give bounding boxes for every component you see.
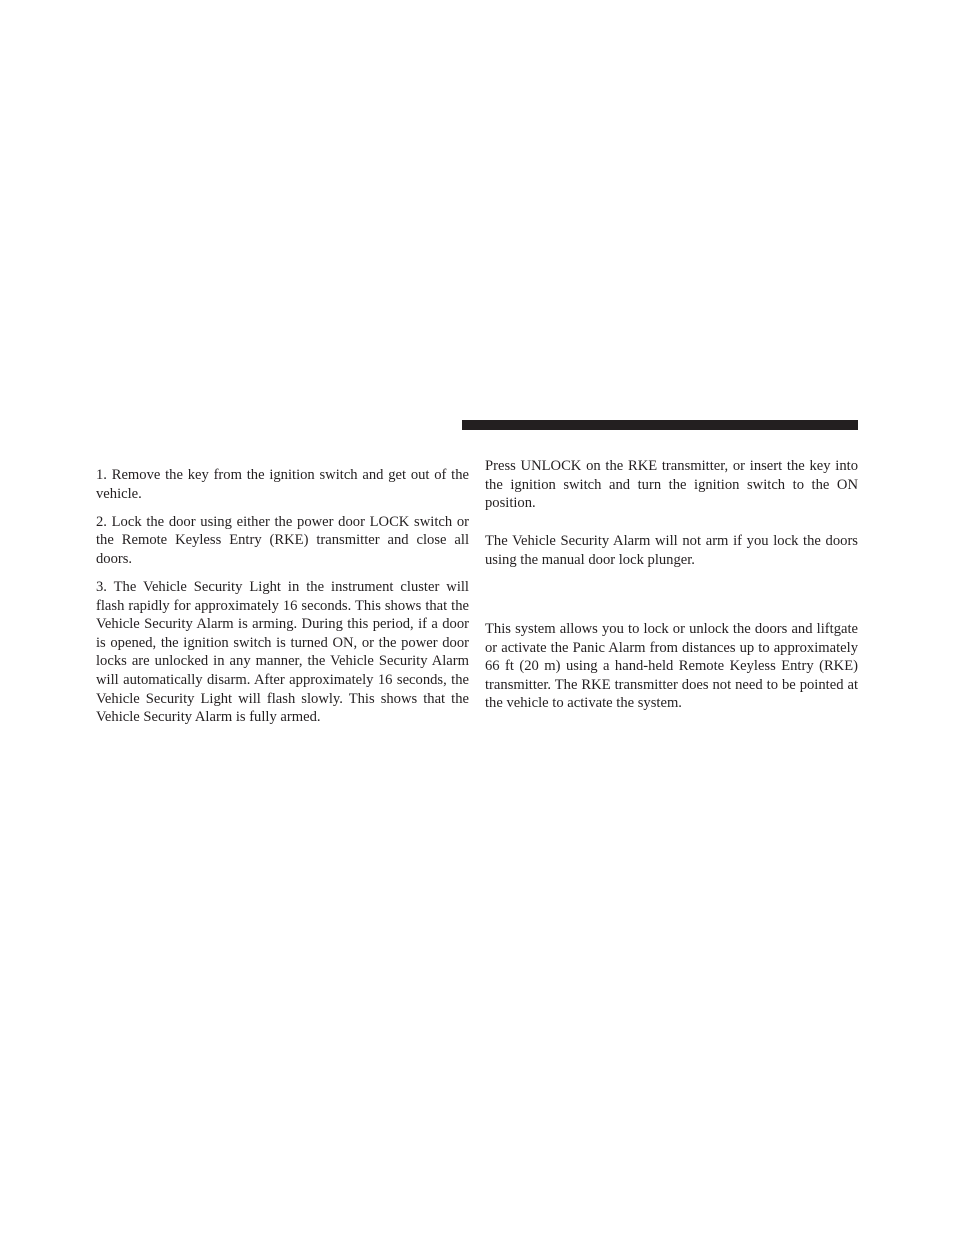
step-2-text: 2. Lock the door using either the power door LOCK switch or the Remote Keyless Entry (RKE) transmitter and close all doors. (96, 513, 469, 567)
step-3-text: 3. The Vehicle Security Light in the instrument cluster will flash rapidly for approximately 16 seconds. This shows that the Vehicle Security Alarm is arming. During this period, if a door is opened, the ignition switch is turned ON, or the power door locks are unlocked in any manner, the Vehicle Security Alarm will automatically disarm. After approximately 16 seconds, the Vehicle Security Light will flash slowly. This shows that the Vehicle Security Alarm is fully armed. (96, 578, 469, 726)
step-1-text: 1. Remove the key from the ignition switch and get out of the vehicle. (96, 467, 469, 502)
note-text: The Vehicle Security Alarm will not arm if you lock the doors using the manual door lock plunger. (485, 533, 858, 568)
disarm-instruction-text: Press UNLOCK on the RKE transmitter, or insert the key into the ignition switch and turn the ignition switch to the ON position. (485, 458, 858, 512)
rke-description-text: This system allows you to lock or unlock the doors and liftgate or activate the Panic Alarm from distances up to approximately 66 ft (20 m) using a hand-held Remote Keyless Entry (RKE) transmitter. The RKE transmitter does not need to be pointed at the vehicle to activate the system. (485, 620, 858, 712)
right-column (485, 457, 858, 713)
section-header-bar (462, 420, 858, 430)
left-column (96, 466, 469, 727)
